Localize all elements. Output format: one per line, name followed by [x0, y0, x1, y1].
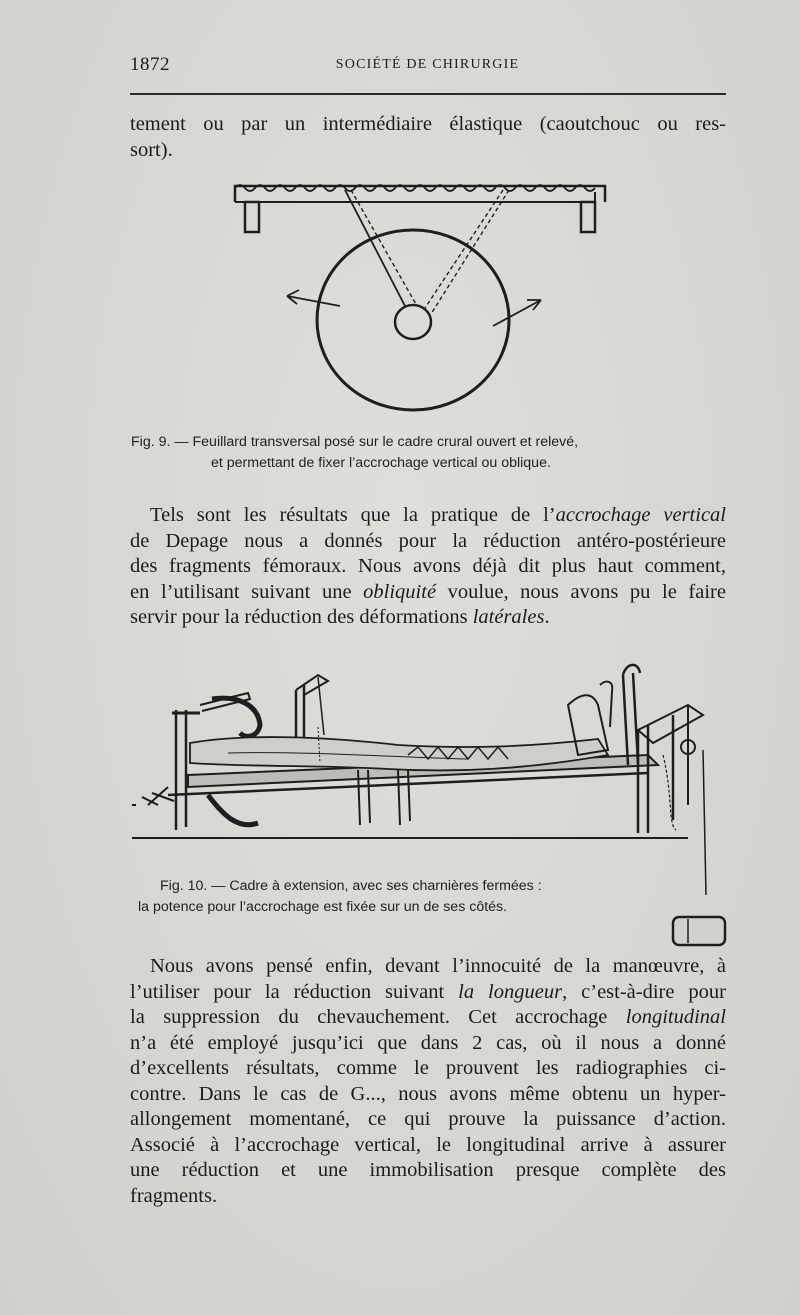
paragraph-line: sort).: [130, 138, 173, 161]
figure-10-caption: [138, 876, 542, 918]
caption-line: Fig. 9. — Feuillard transversal posé sur le cadre crural ouvert et relevé,: [131, 434, 579, 450]
header-rule: [130, 93, 726, 95]
italic-term: la longueur: [458, 980, 563, 1003]
paragraph-line: [130, 980, 726, 1006]
paragraph-line: fragments.: [130, 1184, 218, 1207]
paragraph-line: d’excellents résultats, comme le prouvent les radiographies ci-: [130, 1057, 726, 1079]
paragraph-3: [130, 954, 726, 1209]
page-header: [130, 54, 725, 78]
text-run: la suppression du chevauchement. Cet accrochage: [130, 1006, 626, 1028]
text-run: l’utiliser pour la réduction suivant: [130, 980, 459, 1003]
paragraph-line: [130, 580, 726, 606]
running-head: SOCIÉTÉ DE CHIRURGIE: [335, 57, 520, 72]
paragraph-line: de Depage nous a donnés pour la réduction antéro-postérieure: [130, 529, 726, 552]
paragraph-line: [130, 605, 726, 631]
figure-9-caption: [131, 432, 578, 474]
caption-line: et permettant de fixer l’accrochage vertical ou oblique.: [211, 455, 551, 471]
italic-term: obliquité: [363, 580, 437, 603]
italic-term: longitudinal: [625, 1006, 726, 1028]
caption-line: Fig. 10. — Cadre à extension, avec ses charnières fermées :: [160, 878, 542, 894]
text-run: Tels sont les résultats que la pratique de l’: [150, 504, 556, 526]
paragraph-line: [130, 503, 726, 529]
caption-line: la potence pour l’accrochage est fixée sur un de ses côtés.: [138, 899, 508, 915]
paragraph-line: tement ou par un intermédiaire élastique (caoutchouc ou res-: [130, 113, 726, 135]
text-run: , c’est-à-dire pour: [562, 980, 726, 1003]
text-run: voulue, nous avons pu le faire: [436, 580, 726, 603]
text-run: .: [544, 606, 550, 628]
text-run: en l’utilisant suivant une: [130, 580, 364, 603]
italic-term: latérales: [472, 606, 545, 628]
paragraph-line: une réduction et une immobilisation presque complète des: [130, 1159, 726, 1181]
paragraph-line: [130, 1005, 726, 1031]
paragraph-1: [130, 112, 726, 163]
paragraph-line: Associé à l’accrochage vertical, le longitudinal arrive à assurer: [130, 1133, 726, 1156]
paragraph-line: Nous avons pensé enfin, devant l’innocuité de la manœuvre, à: [150, 955, 726, 977]
text-run: servir pour la réduction des déformations: [130, 606, 473, 628]
paragraph-line: contre. Dans le cas de G..., nous avons même obtenu un hyper-: [130, 1082, 726, 1105]
italic-term: accrochage vertical: [555, 504, 726, 526]
paragraph-line: des fragments fémoraux. Nous avons déjà dit plus haut comment,: [130, 555, 726, 577]
paragraph-line: n’a été employé jusqu’ici que dans 2 cas, où il nous a donné: [130, 1031, 726, 1054]
page-number: 1872: [130, 54, 170, 75]
paragraph-line: allongement momentané, ce qui prouve la puissance d’action.: [130, 1108, 726, 1130]
paragraph-2: [130, 503, 726, 631]
figure-9-illustration: [225, 178, 615, 413]
